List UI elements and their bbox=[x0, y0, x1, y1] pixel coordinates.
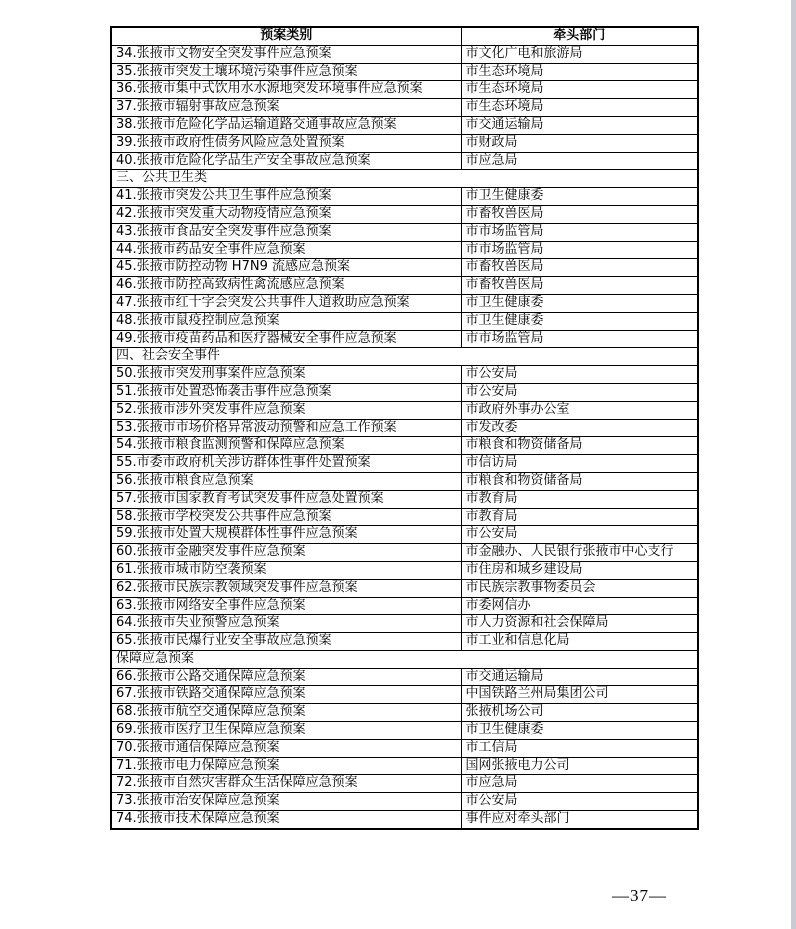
table-row bbox=[111, 472, 698, 490]
plan-cell: 37.张掖市辐射事故应急预案 bbox=[111, 99, 461, 117]
table-row bbox=[111, 437, 698, 455]
plan-cell: 72.张掖市自然灾害群众生活保障应急预案 bbox=[111, 775, 461, 793]
plan-cell: 48.张掖市鼠疫控制应急预案 bbox=[111, 312, 461, 330]
dept-cell: 市工业和信息化局 bbox=[461, 633, 698, 651]
dept-cell: 市卫生健康委 bbox=[461, 294, 698, 312]
table-row bbox=[111, 401, 698, 419]
table-row bbox=[111, 223, 698, 241]
table-row bbox=[111, 704, 698, 722]
table-row bbox=[111, 277, 698, 295]
dept-cell: 国网张掖电力公司 bbox=[461, 757, 698, 775]
column-header-lead-department: 牵头部门 bbox=[461, 27, 698, 45]
table-row bbox=[111, 579, 698, 597]
dept-cell: 市财政局 bbox=[461, 134, 698, 152]
column-header-plan-category: 预案类别 bbox=[111, 27, 461, 45]
page-edge bbox=[791, 0, 796, 929]
dept-cell: 事件应对牵头部门 bbox=[461, 811, 698, 829]
table-row bbox=[111, 116, 698, 134]
plan-cell: 46.张掖市防控高致病性禽流感应急预案 bbox=[111, 277, 461, 295]
plan-cell: 58.张掖市学校突发公共事件应急预案 bbox=[111, 508, 461, 526]
plan-cell: 52.张掖市涉外突发事件应急预案 bbox=[111, 401, 461, 419]
plan-cell: 60.张掖市金融突发事件应急预案 bbox=[111, 544, 461, 562]
dept-cell: 市委网信办 bbox=[461, 597, 698, 615]
plan-cell: 71.张掖市电力保障应急预案 bbox=[111, 757, 461, 775]
dept-cell: 市应急局 bbox=[461, 775, 698, 793]
plan-cell: 36.张掖市集中式饮用水水源地突发环境事件应急预案 bbox=[111, 81, 461, 99]
table-row bbox=[111, 757, 698, 775]
dept-cell: 市畜牧兽医局 bbox=[461, 277, 698, 295]
table-row bbox=[111, 366, 698, 384]
page-number: —37— bbox=[612, 886, 667, 905]
section-row bbox=[111, 650, 698, 668]
dept-cell: 市教育局 bbox=[461, 508, 698, 526]
plans-table-body bbox=[111, 45, 698, 829]
table-row bbox=[111, 81, 698, 99]
dept-cell: 市生态环境局 bbox=[461, 63, 698, 81]
plan-cell: 66.张掖市公路交通保障应急预案 bbox=[111, 668, 461, 686]
plan-cell: 35.张掖市突发土壤环境污染事件应急预案 bbox=[111, 63, 461, 81]
dept-cell: 市公安局 bbox=[461, 793, 698, 811]
plan-cell: 53.张掖市市场价格异常波动预警和应急工作预案 bbox=[111, 419, 461, 437]
table-row bbox=[111, 793, 698, 811]
table-row bbox=[111, 241, 698, 259]
plan-cell: 42.张掖市突发重大动物疫情应急预案 bbox=[111, 205, 461, 223]
section-row-label: 保障应急预案 bbox=[111, 650, 698, 668]
plan-cell: 51.张掖市处置恐怖袭击事件应急预案 bbox=[111, 383, 461, 401]
plan-cell: 62.张掖市民族宗教领域突发事件应急预案 bbox=[111, 579, 461, 597]
table-row bbox=[111, 668, 698, 686]
plan-cell: 70.张掖市通信保障应急预案 bbox=[111, 739, 461, 757]
table-row bbox=[111, 259, 698, 277]
table-row bbox=[111, 722, 698, 740]
dept-cell: 市卫生健康委 bbox=[461, 722, 698, 740]
plan-cell: 54.张掖市粮食监测预警和保障应急预案 bbox=[111, 437, 461, 455]
plan-cell: 47.张掖市红十字会突发公共事件人道救助应急预案 bbox=[111, 294, 461, 312]
dept-cell: 市卫生健康委 bbox=[461, 188, 698, 206]
dept-cell: 中国铁路兰州局集团公司 bbox=[461, 686, 698, 704]
plan-cell: 67.张掖市铁路交通保障应急预案 bbox=[111, 686, 461, 704]
dept-cell: 市信访局 bbox=[461, 455, 698, 473]
table-row bbox=[111, 811, 698, 829]
table-row bbox=[111, 633, 698, 651]
dept-cell: 市公安局 bbox=[461, 366, 698, 384]
dept-cell: 市公安局 bbox=[461, 383, 698, 401]
dept-cell: 市公安局 bbox=[461, 526, 698, 544]
dept-cell: 市文化广电和旅游局 bbox=[461, 45, 698, 63]
plan-cell: 38.张掖市危险化学品运输道路交通事故应急预案 bbox=[111, 116, 461, 134]
dept-cell: 市交通运输局 bbox=[461, 668, 698, 686]
plan-cell: 61.张掖市城市防空袭预案 bbox=[111, 561, 461, 579]
table-row bbox=[111, 294, 698, 312]
dept-cell: 张掖机场公司 bbox=[461, 704, 698, 722]
plan-cell: 68.张掖市航空交通保障应急预案 bbox=[111, 704, 461, 722]
table-row bbox=[111, 188, 698, 206]
dept-cell: 市民族宗教事物委员会 bbox=[461, 579, 698, 597]
table-row bbox=[111, 686, 698, 704]
table-row bbox=[111, 597, 698, 615]
dept-cell: 市市场监管局 bbox=[461, 330, 698, 348]
dept-cell: 市卫生健康委 bbox=[461, 312, 698, 330]
dept-cell: 市人力资源和社会保障局 bbox=[461, 615, 698, 633]
plan-cell: 73.张掖市治安保障应急预案 bbox=[111, 793, 461, 811]
section-row-label: 四、社会安全事件 bbox=[111, 348, 698, 366]
dept-cell: 市畜牧兽医局 bbox=[461, 205, 698, 223]
section-row bbox=[111, 348, 698, 366]
table-row bbox=[111, 205, 698, 223]
plan-cell: 59.张掖市处置大规模群体性事件应急预案 bbox=[111, 526, 461, 544]
dept-cell: 市生态环境局 bbox=[461, 99, 698, 117]
table-row bbox=[111, 561, 698, 579]
plan-cell: 63.张掖市网络安全事件应急预案 bbox=[111, 597, 461, 615]
plan-cell: 55.市委市政府机关涉访群体性事件处置预案 bbox=[111, 455, 461, 473]
dept-cell: 市应急局 bbox=[461, 152, 698, 170]
table-row bbox=[111, 419, 698, 437]
table-row bbox=[111, 615, 698, 633]
plan-cell: 56.张掖市粮食应急预案 bbox=[111, 472, 461, 490]
table-row bbox=[111, 45, 698, 63]
dept-cell: 市市场监管局 bbox=[461, 223, 698, 241]
table-row bbox=[111, 330, 698, 348]
plan-cell: 69.张掖市医疗卫生保障应急预案 bbox=[111, 722, 461, 740]
dept-cell: 市金融办、人民银行张掖市中心支行 bbox=[461, 544, 698, 562]
plan-cell: 50.张掖市突发刑事案件应急预案 bbox=[111, 366, 461, 384]
table-row bbox=[111, 312, 698, 330]
dept-cell: 市发改委 bbox=[461, 419, 698, 437]
plan-cell: 39.张掖市政府性债务风险应急处置预案 bbox=[111, 134, 461, 152]
plan-cell: 44.张掖市药品安全事件应急预案 bbox=[111, 241, 461, 259]
plan-cell: 57.张掖市国家教育考试突发事件应急处置预案 bbox=[111, 490, 461, 508]
table-row bbox=[111, 455, 698, 473]
plan-cell: 74.张掖市技术保障应急预案 bbox=[111, 811, 461, 829]
table-row bbox=[111, 152, 698, 170]
plan-cell: 43.张掖市食品安全突发事件应急预案 bbox=[111, 223, 461, 241]
section-row-label: 三、公共卫生类 bbox=[111, 170, 698, 188]
dept-cell: 市畜牧兽医局 bbox=[461, 259, 698, 277]
dept-cell: 市生态环境局 bbox=[461, 81, 698, 99]
table-row bbox=[111, 544, 698, 562]
dept-cell: 市住房和城乡建设局 bbox=[461, 561, 698, 579]
table-header-row bbox=[111, 27, 698, 45]
plan-cell: 41.张掖市突发公共卫生事件应急预案 bbox=[111, 188, 461, 206]
dept-cell: 市粮食和物资储备局 bbox=[461, 472, 698, 490]
table-row bbox=[111, 383, 698, 401]
table-row bbox=[111, 739, 698, 757]
plan-cell: 49.张掖市疫苗药品和医疗器械安全事件应急预案 bbox=[111, 330, 461, 348]
dept-cell: 市粮食和物资储备局 bbox=[461, 437, 698, 455]
table-row bbox=[111, 63, 698, 81]
table-row bbox=[111, 99, 698, 117]
dept-cell: 市市场监管局 bbox=[461, 241, 698, 259]
table-row bbox=[111, 134, 698, 152]
plan-cell: 45.张掖市防控动物 H7N9 流感应急预案 bbox=[111, 259, 461, 277]
dept-cell: 市工信局 bbox=[461, 739, 698, 757]
dept-cell: 市教育局 bbox=[461, 490, 698, 508]
plan-cell: 40.张掖市危险化学品生产安全事故应急预案 bbox=[111, 152, 461, 170]
plan-cell: 65.张掖市民爆行业安全事故应急预案 bbox=[111, 633, 461, 651]
table-row bbox=[111, 508, 698, 526]
table-row bbox=[111, 490, 698, 508]
plan-cell: 34.张掖市文物安全突发事件应急预案 bbox=[111, 45, 461, 63]
plan-cell: 64.张掖市失业预警应急预案 bbox=[111, 615, 461, 633]
dept-cell: 市交通运输局 bbox=[461, 116, 698, 134]
plans-table bbox=[110, 26, 699, 830]
dept-cell: 市政府外事办公室 bbox=[461, 401, 698, 419]
table-row bbox=[111, 775, 698, 793]
table-row bbox=[111, 526, 698, 544]
section-row bbox=[111, 170, 698, 188]
